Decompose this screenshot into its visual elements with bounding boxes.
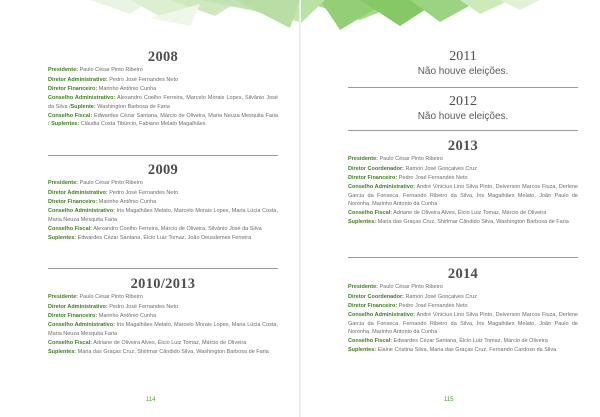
section-divider — [48, 155, 278, 156]
entry-conselho-fiscal: Conselho Fiscal: Edwardes Cézar Santana, Élcio Luiz Tomaz, Márcio de Oliveira — [348, 338, 548, 345]
entry-diretor-financeiro: Diretor Financeiro: Pedro José Fernandes Neto — [348, 175, 468, 182]
year-heading: 2008 — [147, 49, 179, 65]
entry-conselho-fiscal: Conselho Fiscal: Adriane de Oliveira Alves, Élcio Luiz Tomaz, Márcio de Oliveira — [348, 210, 547, 217]
entry-diretor-coordenador: Diretor Coordenador: Ramon José Gonçalves Cruz — [348, 293, 477, 300]
year-heading: 2011 — [449, 49, 477, 64]
year-heading: 2010/2013 — [130, 276, 196, 292]
section-2012 — [348, 94, 578, 123]
entry-diretor-financeiro: Diretor Financeiro: Pedro José Fernandes Neto — [348, 303, 468, 310]
entry-suplentes: Suplentes: Maria das Graças Cruz, Shirlmar Cândido Silva, Washington Barbosa de Faria — [348, 219, 569, 226]
green-pattern-left-decoration — [0, 0, 300, 30]
green-pattern-right-decoration — [300, 0, 600, 30]
section-2008 — [48, 49, 278, 128]
entry-suplentes: Suplentes: Elaine Cristina Silva, Maria das Graças Cruz, Fernando Cardoso da Silva — [348, 347, 557, 354]
entry-presidente: Presidente: Paulo César Pinto Ribeiro — [48, 67, 143, 74]
entry-diretor-administrativo: Diretor Administrativo: Pedro José Fernandes Neto — [48, 189, 179, 196]
entry-diretor-coordenador: Diretor Coordenador: Ramon José Gonçalves Cruz — [348, 165, 477, 172]
section-2013 — [348, 138, 578, 227]
entry-suplentes: Suplentes: Maria das Graças Cruz, Shirlmar Cândido Silva, Washington Barbosa de Faria — [48, 349, 269, 356]
entry-suplentes: Suplentes: Edwardes Cézar Santana, Élcio Luiz Tomaz, João Deusdemes Ferreira — [48, 235, 252, 242]
entry-diretor-financeiro: Diretor Financeiro: Marinho Antônio Cunha — [48, 199, 157, 206]
section-divider — [348, 87, 578, 88]
entry-presidente: Presidente: Paulo César Pinto Ribeiro — [348, 156, 443, 163]
entry-conselho-administrativo: Conselho Administrativo: Iris Magalhães Melato, Marcelo Morais Lopes, Maria Lúcia Costa, Maria Neuza Mesquita Faria — [48, 322, 278, 337]
entry-diretor-administrativo: Diretor Administrativo: Pedro José Fernandes Neto — [48, 303, 179, 310]
section-2009 — [48, 162, 278, 242]
section-divider — [48, 268, 278, 269]
year-heading: 2013 — [447, 138, 479, 154]
entry-diretor-financeiro: Diretor Financeiro: Marinho Antônio Cunha — [48, 86, 157, 93]
year-heading: 2014 — [447, 266, 479, 282]
no-election-note: Não houve eleições. — [417, 111, 509, 122]
page-gutter — [299, 0, 301, 417]
entry-presidente: Presidente: Paulo César Pinto Ribeiro — [48, 180, 143, 187]
entry-conselho-fiscal: Conselho Fiscal: Edwardes Cézar Santana, Márcio de Oliveira, Maria Neuza Mesquita Faria / Suplentes: Cláudia Costa Tibúrcio, Fabiano Melato Magalhães — [48, 112, 278, 128]
year-heading: 2012 — [449, 94, 477, 109]
entry-presidente: Presidente: Paulo César Pinto Ribeiro — [48, 294, 143, 301]
section-2010-2013 — [48, 276, 278, 356]
entry-conselho-administrativo: Conselho Administrativo: Alexandro Coelho Ferreira, Marcelo Morais Lopes, Silvânio José da Silva /Suplente: Washington Barbosa de Faria — [48, 95, 278, 110]
entry-conselho-fiscal: Conselho Fiscal: Adriane de Oliveira Alves, Élcio Luiz Tomaz, Márcio de Oliveira — [48, 339, 247, 346]
entry-conselho-fiscal: Conselho Fiscal: Alexandro Coelho Ferreira, Márcio de Oliveira, Silvânio José da Silva — [48, 225, 262, 232]
entry-conselho-administrativo: Conselho Administrativo: André Vinícius Lino Silva Pinto, Deiverson Marcos Fiuza, Derlene Garcia da Fonseca, Fernando Ribeiro da Silva, Íris Magalhães Melato, João Paulo de Noronha, Marinho Antonio da Cunha — [348, 184, 578, 207]
entry-conselho-administrativo: Conselho Administrativo: André Vinícius Lino Silva Pinto, Deiverson Marcos Fiuza, Derlene Garcia da Fonseca, Fernando Ribeiro da Silva, Íris Magalhães Melato, João Paulo de Noronha, Marinho Antonio da Cunha — [348, 312, 578, 335]
section-2014 — [348, 266, 578, 355]
entry-diretor-financeiro: Diretor Financeiro: Marinho Antônio Cunha — [48, 313, 157, 320]
entry-conselho-administrativo: Conselho Administrativo: Iris Magalhães Melato, Marcelo Morais Lopes, Maria Lúcia Costa, Maria Neuza Mesquita Faria — [48, 208, 278, 223]
year-heading: 2009 — [147, 162, 179, 178]
entry-presidente: Presidente: Paulo César Pinto Ribeiro — [348, 284, 443, 291]
no-election-note: Não houve eleições. — [417, 66, 509, 77]
section-2011 — [348, 49, 578, 78]
section-divider — [348, 257, 578, 258]
section-divider — [348, 130, 578, 131]
page-number: 114 — [146, 397, 156, 403]
entry-diretor-administrativo: Diretor Administrativo: Pedro José Fernandes Neto — [48, 76, 179, 83]
page-number: 115 — [444, 397, 454, 403]
